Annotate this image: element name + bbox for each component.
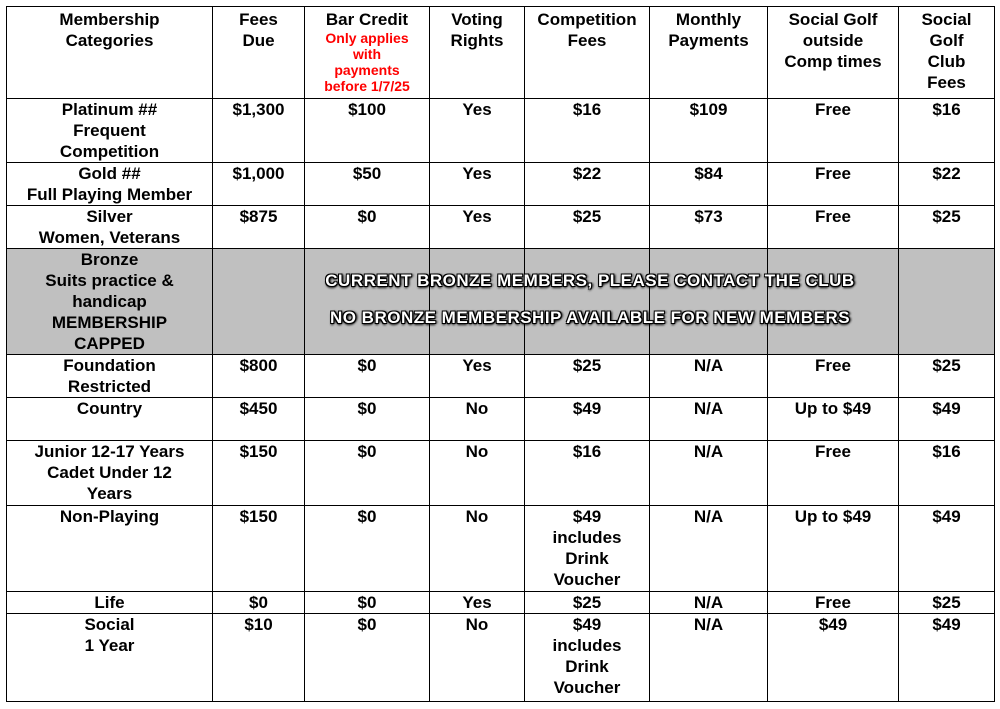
social-club-fees-cell: $49 [899,506,995,592]
table-row [7,506,995,592]
social-golf-cell: Free [768,206,899,249]
header-fees-due: Fees Due [213,7,305,99]
competition-fees-cell: $25 [525,355,650,398]
table-row [7,206,995,249]
social-club-fees-cell: $22 [899,163,995,206]
voting-rights-cell: No [430,398,525,441]
monthly-payments-cell: N/A [650,614,768,702]
social-club-fees-cell: $16 [899,99,995,163]
bronze-row [7,249,995,355]
monthly-payments-cell: N/A [650,441,768,506]
monthly-payments-cell: $84 [650,163,768,206]
voting-rights-cell: No [430,614,525,702]
header-bar-credit: Bar Credit Only applies with payments before 1/7/25 [305,7,430,99]
table-row [7,441,995,506]
category-cell: Social 1 Year [7,614,213,702]
competition-fees-cell: $16 [525,441,650,506]
bronze-notice-line-1: CURRENT BRONZE MEMBERS, PLEASE CONTACT THE CLUB [325,271,855,290]
category-cell: Country [7,398,213,441]
social-golf-cell: Free [768,592,899,614]
bar-credit-cell: $0 [305,592,430,614]
monthly-payments-cell: N/A [650,592,768,614]
fees-due-cell: $1,300 [213,99,305,163]
table-row [7,614,995,702]
table-row [7,163,995,206]
table-row [7,592,995,614]
competition-fees-cell: $49 includes Drink Voucher [525,614,650,702]
header-row [7,7,995,99]
voting-rights-cell: No [430,506,525,592]
bronze-notice-line-2: NO BRONZE MEMBERSHIP AVAILABLE FOR NEW MEMBERS [329,308,851,327]
bar-credit-cell: $0 [305,355,430,398]
bar-credit-cell: $0 [305,441,430,506]
bar-credit-note: Only applies [325,30,409,46]
social-club-fees-cell: $25 [899,206,995,249]
competition-fees-cell: $22 [525,163,650,206]
bronze-empty-cell [768,249,899,355]
fees-due-cell: $0 [213,592,305,614]
category-cell: Junior 12-17 Years Cadet Under 12 Years [7,441,213,506]
competition-fees-cell: $25 [525,592,650,614]
header-category: Membership Categories [7,7,213,99]
social-golf-cell: Free [768,163,899,206]
competition-fees-cell: $25 [525,206,650,249]
category-cell: Non-Playing [7,506,213,592]
membership-fees-table [6,6,995,702]
voting-rights-cell: Yes [430,206,525,249]
voting-rights-cell: Yes [430,99,525,163]
social-golf-cell: $49 [768,614,899,702]
voting-rights-cell: Yes [430,163,525,206]
social-golf-cell: Up to $49 [768,506,899,592]
header-voting-rights: Voting Rights [430,7,525,99]
fees-due-cell: $150 [213,506,305,592]
table-row [7,99,995,163]
monthly-payments-cell: $73 [650,206,768,249]
fees-due-cell: $875 [213,206,305,249]
category-cell: Foundation Restricted [7,355,213,398]
social-club-fees-cell: $25 [899,355,995,398]
monthly-payments-cell: N/A [650,506,768,592]
table-row [7,398,995,441]
competition-fees-cell: $49 [525,398,650,441]
bar-credit-cell: $0 [305,506,430,592]
social-club-fees-cell: $49 [899,614,995,702]
bar-credit-cell: $0 [305,398,430,441]
social-club-fees-cell: $25 [899,592,995,614]
bronze-category-cell: Bronze Suits practice & handicap MEMBERSHIP CAPPED [7,249,213,355]
social-club-fees-cell: $16 [899,441,995,506]
fees-due-cell: $1,000 [213,163,305,206]
bar-credit-cell: $100 [305,99,430,163]
fees-due-cell: $10 [213,614,305,702]
category-cell: Gold ## Full Playing Member [7,163,213,206]
bronze-empty-cell [525,249,650,355]
social-golf-cell: Up to $49 [768,398,899,441]
fees-due-cell: $800 [213,355,305,398]
competition-fees-cell: $49 includes Drink Voucher [525,506,650,592]
bar-credit-cell: $50 [305,163,430,206]
bronze-empty-cell [650,249,768,355]
voting-rights-cell: No [430,441,525,506]
header-monthly-payments: Monthly Payments [650,7,768,99]
voting-rights-cell: Yes [430,355,525,398]
header-social-golf: Social Golf outside Comp times [768,7,899,99]
category-cell: Life [7,592,213,614]
bronze-empty-cell [213,249,305,355]
social-club-fees-cell: $49 [899,398,995,441]
category-cell: Silver Women, Veterans [7,206,213,249]
voting-rights-cell: Yes [430,592,525,614]
table-row [7,355,995,398]
monthly-payments-cell: N/A [650,355,768,398]
bronze-empty-cell [305,249,430,355]
monthly-payments-cell: N/A [650,398,768,441]
monthly-payments-cell: $109 [650,99,768,163]
category-cell: Platinum ## Frequent Competition [7,99,213,163]
bar-credit-cell: $0 [305,206,430,249]
bronze-empty-cell [430,249,525,355]
competition-fees-cell: $16 [525,99,650,163]
fees-due-cell: $450 [213,398,305,441]
social-golf-cell: Free [768,99,899,163]
bar-credit-cell: $0 [305,614,430,702]
header-social-club-fees: Social Golf Club Fees [899,7,995,99]
header-competition-fees: Competition Fees [525,7,650,99]
bronze-empty-cell [899,249,995,355]
social-golf-cell: Free [768,441,899,506]
social-golf-cell: Free [768,355,899,398]
fees-due-cell: $150 [213,441,305,506]
